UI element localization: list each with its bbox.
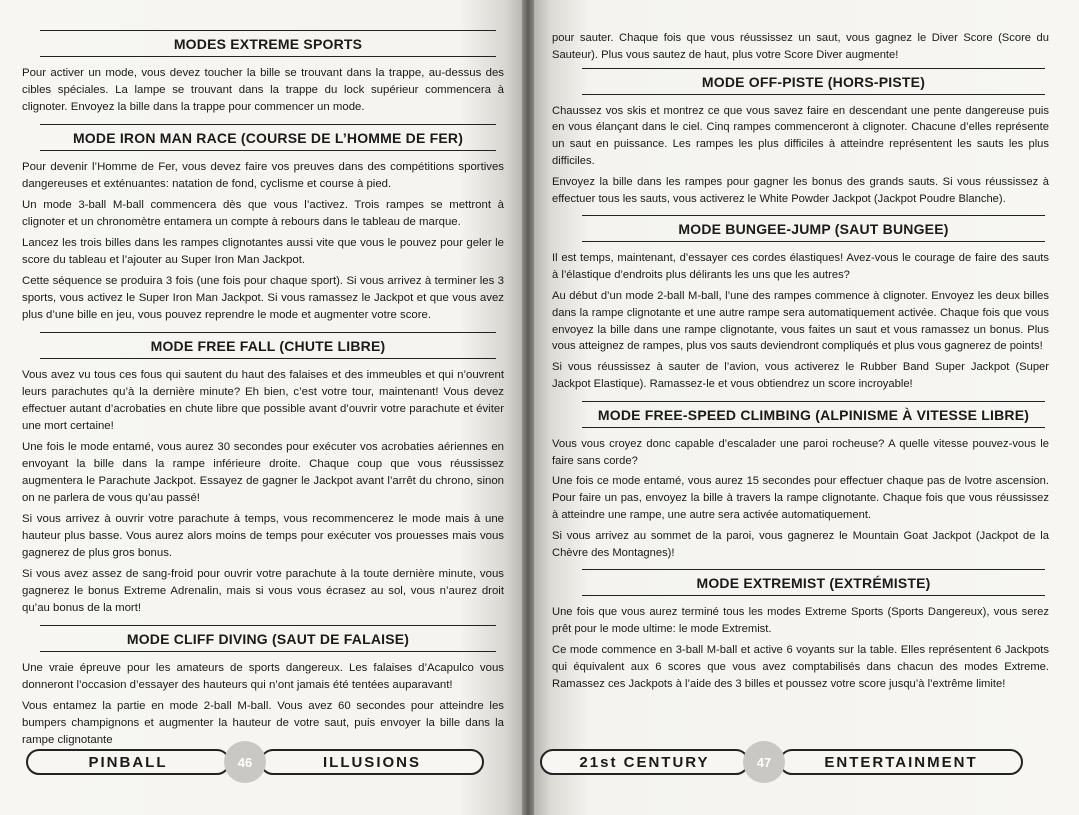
paragraph: Si vous réussissez à sauter de l’avion, vous activerez le Rubber Band Super Jackpot (Super Jackpot Elastique). Ramassez-le et vous obtiendrez un score incroyable! — [552, 361, 1049, 390]
paragraph: Chaussez vos skis et montrez ce que vous savez faire en descendant une pente dangereuse puis en vous élançant dans le ciel. Cinq rampes commenceront à clignoter. Chacune d’elles représente un saut en puissance. Les rampes les plus difficiles à atteindre représentent les sauts les plus difficiles. — [552, 104, 1049, 167]
section — [552, 68, 1049, 208]
paragraph: Ce mode commence en 3-ball M-ball et active 6 voyants sur la table. Elles représentent 6 Jackpots qui équivalent aux 6 scores que vous avez comptabilisés dans chacun des modes Extreme. Ramassez ces Jackpots à l’aide des 3 billes et poussez votre score jusqu’à l’extrême limite! — [552, 643, 1049, 690]
paragraph: Un mode 3-ball M-ball commencera dès que vous l’activez. Trois rampes se mettront à clignoter et un chronomètre entamera un compte à rebours dans le tableau de marque. — [22, 199, 504, 228]
page-number-46: 46 — [224, 741, 266, 783]
section — [552, 215, 1049, 392]
section — [552, 401, 1049, 562]
left-sections — [22, 30, 504, 749]
section — [22, 124, 504, 324]
section — [552, 569, 1049, 692]
paragraph: Il est temps, maintenant, d’essayer ces cordes élastiques! Avez-vous le courage de faire des sauts à l’élastique d’endroits plus délirants les uns que les autres? — [552, 252, 1049, 282]
paragraph: Vous avez vu tous ces fous qui sautent du haut des falaises et des immeubles et qui n’ouvrent leurs parachutes qu’à la dernière minute? Eh bien, c’est votre tour, maintenant! Vous devez effectuer autant d’acrobaties en chute libre que possible avant d’ouvrir votre parachute et éviter une mort certaine! — [22, 369, 504, 432]
paragraph: Lancez les trois billes dans les rampes clignotantes aussi vite que vous le pouvez pour geler le score du tableau et l’ajouter au Super Iron Man Jackpot. — [22, 237, 504, 266]
paragraph: Si vous avez assez de sang-froid pour ouvrir votre parachute à la toute dernière minute, vous gagnerez le bonus Extreme Adrenalin, mais si vous vous écrasez au sol, vous n’aurez droit qu’au bonus de la mort! — [22, 568, 504, 614]
section-heading: MODE EXTREMIST (EXTRÉMISTE) — [582, 569, 1045, 596]
section-heading: MODE FREE-SPEED CLIMBING (ALPINISME À VITESSE LIBRE) — [582, 401, 1045, 428]
paragraph: Une vraie épreuve pour les amateurs de sports dangereux. Les falaises d’Acapulco vous donneront l’occasion d’essayer des hauteurs qui n’ont jamais été tentées auparavant! — [22, 662, 504, 691]
section — [22, 625, 504, 749]
paragraph: Pour activer un mode, vous devez toucher la bille se trouvant dans la trappe, au-dessus des cibles spéciales. La lampe se trouvant dans la trappe du lock supérieur commencera à clignoter. Envoyez la bille dans la trappe pour commencer un mode. — [22, 67, 504, 113]
section-heading: MODES EXTREME SPORTS — [40, 30, 496, 57]
section — [22, 30, 504, 116]
section-heading: MODE OFF-PISTE (HORS-PISTE) — [582, 68, 1045, 95]
paragraph: Une fois le mode entamé, vous aurez 30 secondes pour exécuter vos acrobaties aériennes en envoyant la bille dans la rampe inférieure droite. Chaque coup que vous réussissez augmentera le Parachute Jackpot. Essayez de gagner le Jackpot avant l’arrêt du chrono, sinon on ne parlera de vous qu’au passé! — [22, 441, 504, 504]
page-number-47: 47 — [743, 741, 785, 783]
footer-banner-21st-century: 21st CENTURY — [540, 749, 749, 775]
intro-paragraph: pour sauter. Chaque fois que vous réussissez un saut, vous gagnez le Diver Score (Score du Sauteur). Plus vous sautez de haut, plus votre Score Diver augmente! — [552, 32, 1049, 61]
section-heading: MODE BUNGEE-JUMP (SAUT BUNGEE) — [582, 215, 1045, 242]
paragraph: Au début d’un mode 2-ball M-ball, l’une des rampes commence à clignoter. Envoyez les deux billes dans la rampe clignotante et une autre rampe sera automatiquement activée. Chaque fois que vous envoyez la bille dans une rampe clignotante, vous faites un saut et vous ramassez un bonus. Plus vous atteignez de rampes, plus vos sauts deviendront compliqués et plus vous gagnerez de points! — [552, 289, 1049, 353]
left-page — [0, 0, 522, 815]
footer-banner-pinball: PINBALL — [26, 749, 230, 775]
section-heading: MODE IRON MAN RACE (COURSE DE L’HOMME DE FER) — [40, 124, 496, 151]
right-sections — [552, 68, 1049, 693]
section — [22, 332, 504, 617]
section-heading: MODE FREE FALL (CHUTE LIBRE) — [40, 332, 496, 359]
paragraph: Vous entamez la partie en mode 2-ball M-ball. Vous avez 60 secondes pour atteindre les bumpers champignons et augmenter la hauteur de votre saut, puis envoyer la bille dans la rampe clignotante — [22, 700, 504, 746]
left-footer — [26, 749, 514, 775]
paragraph: Cette séquence se produira 3 fois (une fois pour chaque sport). Si vous arrivez à terminer les 3 sports, vous activez le Super Iron Man Jackpot. Si vous ramassez le Jackpot et que vous avez plus d’une bille en jeu, vous pouvez reprendre le mode et augmenter votre score. — [22, 275, 504, 321]
paragraph: Envoyez la bille dans les rampes pour gagner les bonus des grands sauts. Si vous réussissez à effectuer tous les sauts, vous activerez le White Powder Jackpot (Jackpot Poudre Blanche). — [552, 175, 1049, 205]
footer-banner-entertainment: ENTERTAINMENT — [779, 749, 1023, 775]
paragraph: Si vous arrivez à ouvrir votre parachute à temps, vous recommencerez le mode mais à une hauteur plus basse. Vous aurez alors moins de temps pour exécuter vos prouesses mais vous gagnerez de plus gros bonus. — [22, 513, 504, 559]
paragraph: Pour devenir l’Homme de Fer, vous devez faire vos preuves dans des compétitions sportives dangereuses et exténuantes: natation de fond, cyclisme et course à pied. — [22, 161, 504, 190]
right-page — [534, 0, 1079, 815]
paragraph: Une fois ce mode entamé, vous aurez 15 secondes pour effectuer chaque pas de lvotre ascension. Pour faire un pas, envoyez la bille à travers la rampe clignotante. Chaque fois que vous réussissez à atteindre une rampe, une autre sera activée automatiquement. — [552, 475, 1049, 521]
book-gutter — [522, 0, 534, 815]
right-footer — [540, 749, 1048, 775]
paragraph: Si vous arrivez au sommet de la paroi, vous gagnerez le Mountain Goat Jackpot (Jackpot de la Chèvre des Montagnes)! — [552, 529, 1049, 559]
section-heading: MODE CLIFF DIVING (SAUT DE FALAISE) — [40, 625, 496, 652]
footer-banner-illusions: ILLUSIONS — [260, 749, 484, 775]
paragraph: Vous vous croyez donc capable d’escalader une paroi rocheuse? A quelle vitesse pouvez-vous le faire sans corde? — [552, 437, 1049, 467]
paragraph: Une fois que vous aurez terminé tous les modes Extreme Sports (Sports Dangereux), vous serez prêt pour le mode ultime: le mode Extremist. — [552, 606, 1049, 636]
